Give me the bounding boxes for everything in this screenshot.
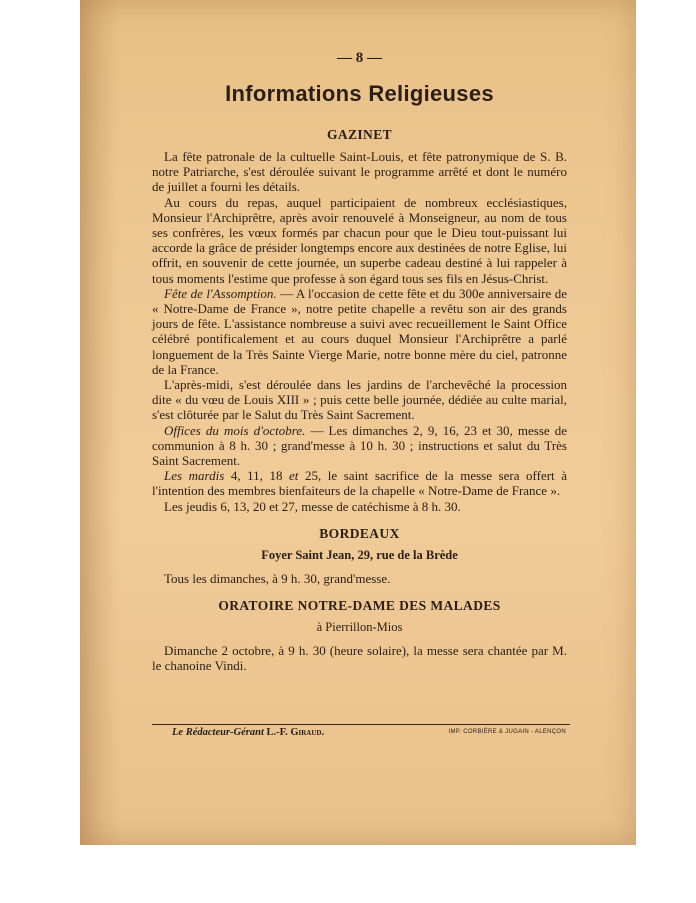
paragraph-text: — A l'occasion de cette fête et du 300e anniversaire de « Notre-Dame de France », notre petite chapelle a revêtu son air des grands jours de fête. L'assistance nombreuse a suivi avec recueillement le Saint Office célébré pontificalement et au cours duquel Monsieur l'Archiprêtre a parlé longuement de la Très Sainte Vierge Marie, notre bonne mère du ciel, patronne de la France. [152, 285, 567, 377]
paragraph: Tous les dimanches, à 9 h. 30, grand'messe. [164, 570, 391, 586]
editor-initial: L.-F. [266, 727, 288, 738]
section-subheading: Foyer Saint Jean, 29, rue de la Brède [261, 547, 458, 562]
printer-credit: IMP. CORBIÈRE & JUGAIN - ALENÇON [448, 729, 566, 735]
paragraph-lead: Les mardis [164, 468, 225, 484]
paragraph-text: 4, 11, 18 [224, 468, 290, 484]
editor-role: Le Rédacteur-Gérant [172, 727, 264, 738]
paragraph [152, 468, 567, 498]
paragraph-text: — Les dimanches 2, 9, 16, 23 et 30, messe de communion à 8 h. 30 ; grand'messe à 10 h. 30 ; instructions et salut du Très Saint Sacrement. [152, 422, 567, 469]
paragraph [152, 423, 567, 469]
footer-rule [152, 724, 570, 725]
paragraph: Dimanche 2 octobre, à 9 h. 30 (heure solaire), la messe sera chantée par M. le chanoine Vindi. [152, 643, 567, 674]
section-heading-bordeaux: BORDEAUX [319, 525, 400, 541]
footer [152, 727, 570, 741]
page-number: — 8 — [337, 50, 382, 66]
section-heading-gazinet: GAZINET [326, 127, 393, 142]
paragraph-et: et [289, 468, 299, 484]
section-subheading: à Pierrillon-Mios [316, 620, 403, 635]
paragraph: La fête patronale de la cultuelle Saint-Louis, et fête patronymique de S. B. notre Patriarche, s'est déroulée suivant le programme arrêté et dont le numéro de juillet a fourni les détails. [152, 149, 567, 195]
paragraph: Au cours du repas, auquel participaient de nombreux ecclésiastiques, Monsieur l'Archiprêtre, après avoir renouvelé à Monseigneur, au nom de tous ses confrères, les vœux formés par chacun pour que le Dieu tout-puissant lui accorde la grâce de présider longtemps encore aux destinées de notre Eglise, lui offrit, en souvenir de cette journée, un superbe cadeau destiné à lui rappeler à tous moments l'estime que professe à son égard tous ses fils en Jésus-Christ. [152, 194, 567, 286]
paragraph-lead: Fête de l'Assomption. [164, 285, 277, 301]
paragraph-lead: Offices du mois d'octobre. [164, 422, 306, 438]
editor-credit [172, 727, 324, 738]
page-title: Informations Religieuses [225, 81, 494, 106]
editor-name: Giraud. [290, 727, 325, 738]
paragraph [152, 286, 567, 377]
paragraph-text: 25, le saint sacrifice de la messe sera offert à l'intention des membres bienfaiteurs de la chapelle « Notre-Dame de France ». [152, 468, 567, 499]
page-content [152, 50, 567, 673]
section-heading-oratoire: ORATOIRE NOTRE-DAME DES MALADES [218, 598, 501, 614]
paragraph: Les jeudis 6, 13, 20 et 27, messe de catéchisme à 8 h. 30. [164, 498, 461, 514]
paragraph: L'après-midi, s'est déroulée dans les jardins de l'archevêché la procession dite « du vœu de Louis XIII » ; puis cette belle journée, dédiée au culte marial, s'est clôturée par le Salut du Très Saint Sacrement. [152, 377, 567, 423]
